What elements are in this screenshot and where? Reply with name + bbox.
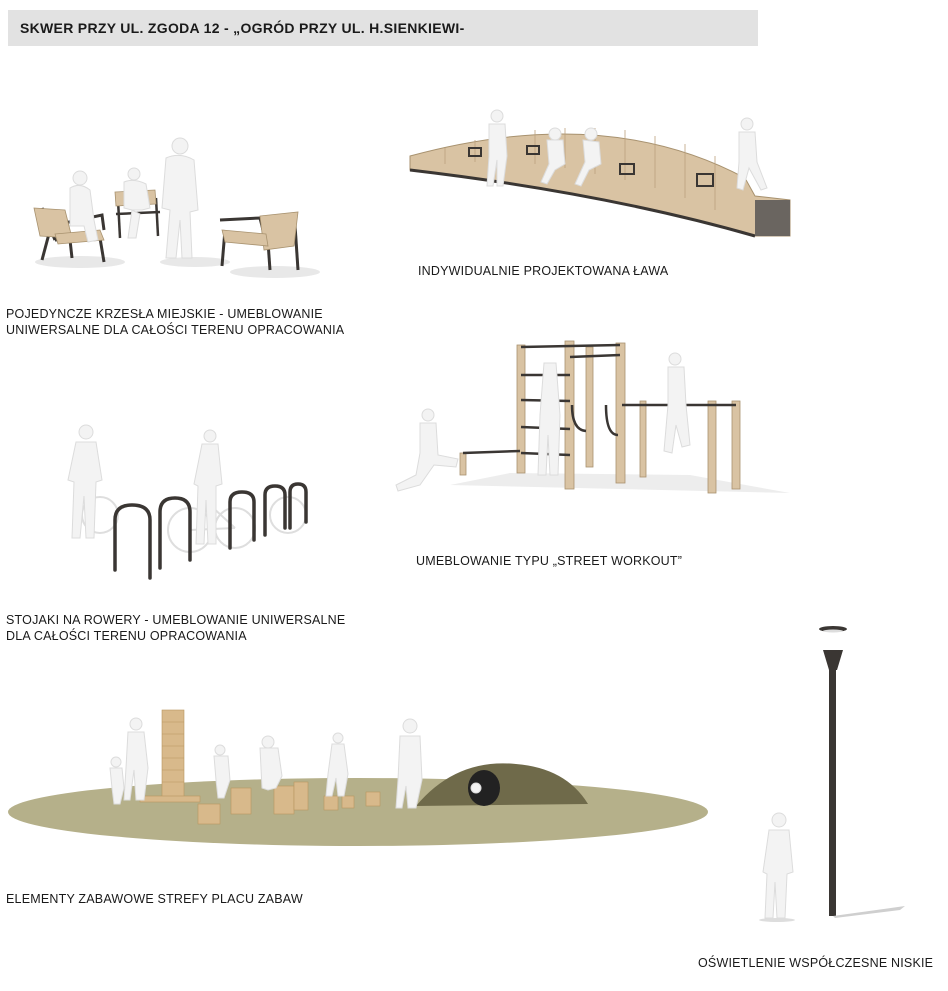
lighting-caption-line-1: OŚWIETLENIE WSPÓŁCZESNE NISKIE bbox=[698, 956, 934, 970]
lighting-caption bbox=[698, 955, 933, 971]
street-workout-caption bbox=[416, 553, 682, 569]
bike-racks-illustration bbox=[60, 420, 320, 585]
street-workout-caption-line-1: UMEBLOWANIE TYPU „STREET WORKOUT” bbox=[416, 554, 683, 568]
chairs-caption bbox=[6, 306, 344, 338]
playground-caption bbox=[6, 891, 303, 907]
title-bar bbox=[8, 10, 758, 46]
playground-illustration bbox=[6, 700, 711, 850]
bench-caption bbox=[418, 263, 668, 279]
lighting-illustration bbox=[755, 620, 915, 925]
playground-caption-line-1: ELEMENTY ZABAWOWE STREFY PLACU ZABAW bbox=[6, 892, 303, 906]
bench-caption-line-1: INDYWIDUALNIE PROJEKTOWANA ŁAWA bbox=[418, 264, 669, 278]
street-workout-illustration bbox=[390, 335, 800, 505]
chairs-illustration bbox=[20, 130, 320, 280]
chairs-caption-line-1: POJEDYNCZE KRZESŁA MIEJSKIE - UMEBLOWANIE bbox=[6, 307, 323, 321]
chairs-caption-line-2: UNIWERSALNE DLA CAŁOŚCI TERENU OPRACOWANIA bbox=[6, 323, 345, 337]
bike-racks-caption-line-2: DLA CAŁOŚCI TERENU OPRACOWANIA bbox=[6, 629, 247, 643]
bike-racks-caption-line-1: STOJAKI NA ROWERY - UMEBLOWANIE UNIWERSALNE bbox=[6, 613, 346, 627]
page-title: SKWER PRZY UL. ZGODA 12 - „OGRÓD PRZY UL. H.SIENKIEWI- bbox=[20, 20, 465, 36]
bench-illustration bbox=[405, 108, 800, 243]
bike-racks-caption bbox=[6, 612, 345, 644]
